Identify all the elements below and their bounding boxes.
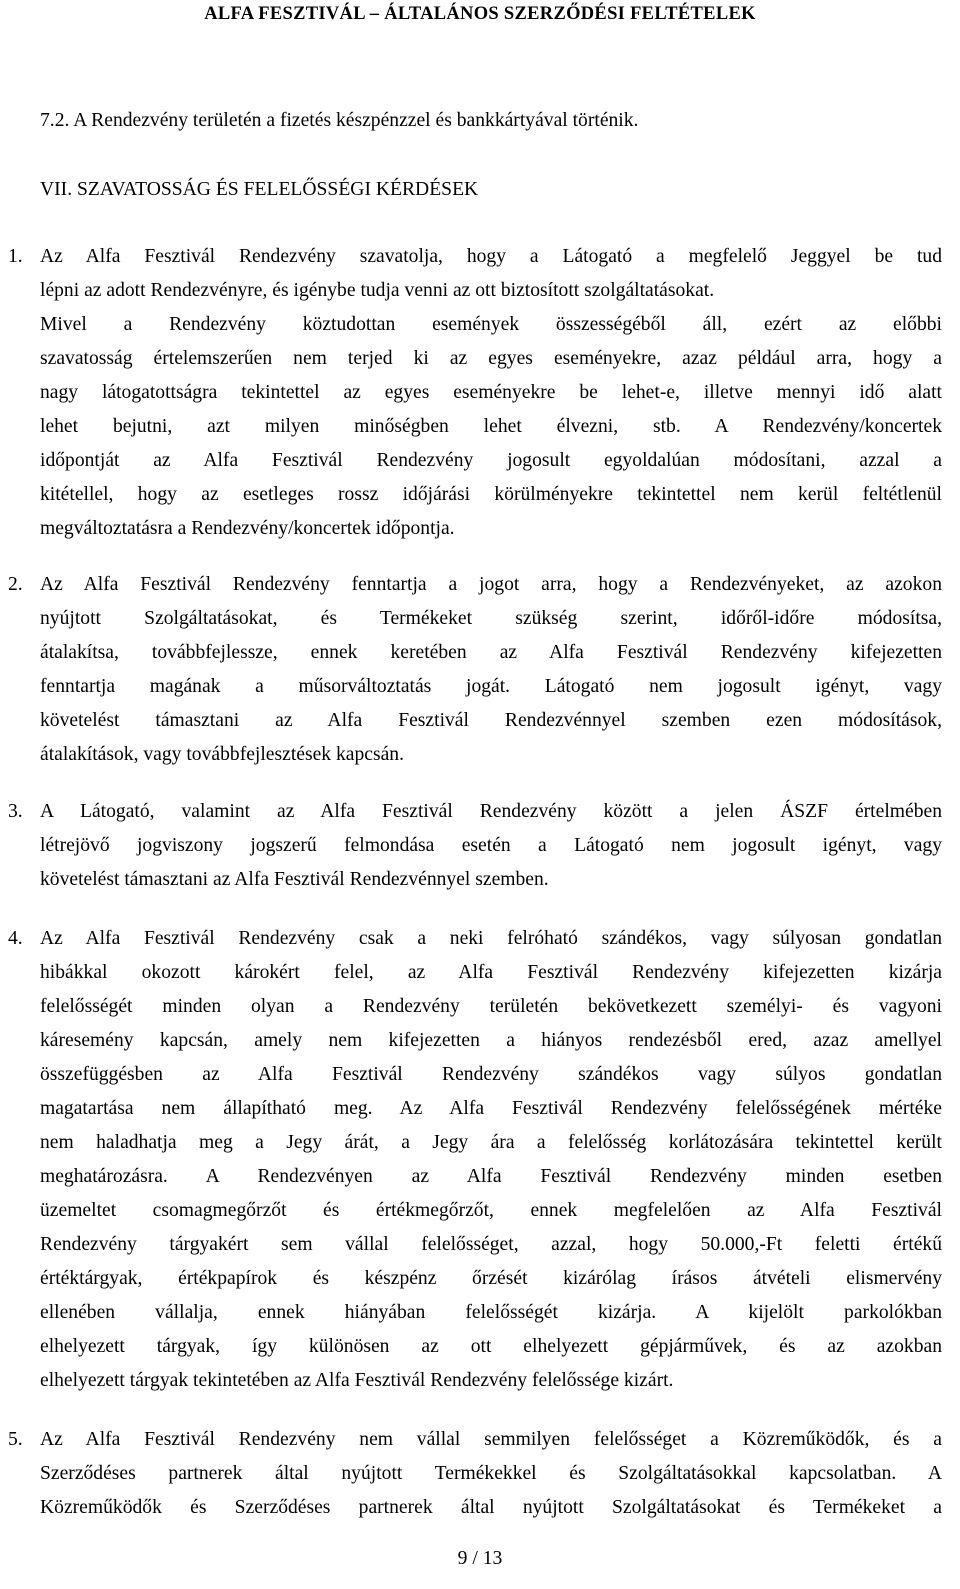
clause-number: 4. bbox=[8, 928, 23, 949]
clause-line: Az Alfa Fesztivál Rendezvény csak a neki felróható szándékos, vagy súlyosan gondatlan bbox=[40, 928, 942, 949]
clause-line: kitétellel, hogy az esetleges rossz időjárási körülményekre tekintettel nem kerül feltétlenül bbox=[40, 484, 942, 505]
clause-line: összefüggésben az Alfa Fesztivál Rendezvény szándékos vagy súlyos gondatlan bbox=[40, 1064, 942, 1085]
clause-line: átalakítsa, továbbfejlessze, ennek keretében az Alfa Fesztivál Rendezvény kifejezetten bbox=[40, 642, 942, 663]
clause-line: káresemény kapcsán, amely nem kifejezetten a hiányos rendezésből ered, azaz amellyel bbox=[40, 1030, 942, 1051]
section-title: VII. SZAVATOSSÁG ÉS FELELŐSSÉGI KÉRDÉSEK bbox=[40, 179, 479, 200]
clause-line: elhelyezett tárgyak tekintetében az Alfa Fesztivál Rendezvény felelőssége kizárt. bbox=[40, 1370, 674, 1391]
clause-line: Az Alfa Fesztivál Rendezvény nem vállal semmilyen felelősséget a Közreműködők, és a bbox=[40, 1429, 942, 1450]
clause-line: szavatosság értelemszerűen nem terjed ki az egyes eseményekre, azaz például arra, hogy a bbox=[40, 348, 942, 369]
clause-line: felelősségét minden olyan a Rendezvény területén bekövetkezett személyi- és vagyoni bbox=[40, 996, 942, 1017]
clause-line: létrejövő jogviszony jogszerű felmondása esetén a Látogató nem jogosult igényt, vagy bbox=[40, 835, 942, 856]
clause-line: Szerződéses partnerek által nyújtott Termékekkel és Szolgáltatásokkal kapcsolatban. A bbox=[40, 1463, 942, 1484]
clause-line: hibákkal okozott károkért felel, az Alfa Fesztivál Rendezvény kifejezetten kizárja bbox=[40, 962, 942, 983]
clause-line: átalakítások, vagy továbbfejlesztések kapcsán. bbox=[40, 744, 404, 765]
clause-line: üzemeltet csomagmegőrzőt és értékmegőrzőt, ennek megfelelően az Alfa Fesztivál bbox=[40, 1200, 942, 1221]
clause-line: meghatározásra. A Rendezvényen az Alfa Fesztivál Rendezvény minden esetben bbox=[40, 1166, 942, 1187]
clause-7-2: 7.2. A Rendezvény területén a fizetés készpénzzel és bankkártyával történik. bbox=[40, 110, 639, 131]
clause-line: Mivel a Rendezvény köztudottan események összességéből áll, ezért az előbbi bbox=[40, 314, 942, 335]
clause-number: 2. bbox=[8, 574, 23, 595]
document-header: ALFA FESZTIVÁL – ÁLTALÁNOS SZERZŐDÉSI FELTÉTELEK bbox=[204, 4, 756, 24]
clause-line: Az Alfa Fesztivál Rendezvény szavatolja, hogy a Látogató a megfelelő Jeggyel be tud bbox=[40, 246, 942, 267]
clause-line: nyújtott Szolgáltatásokat, és Termékeket szükség szerint, időről-időre módosítsa, bbox=[40, 608, 942, 629]
clause-line: értéktárgyak, értékpapírok és készpénz őrzését kizárólag írásos átvételi elismervény bbox=[40, 1268, 942, 1289]
clause-line: Rendezvény tárgyakért sem vállal felelősséget, azzal, hogy 50.000,-Ft feletti értékű bbox=[40, 1234, 942, 1255]
clause-line: Közreműködők és Szerződéses partnerek által nyújtott Szolgáltatásokat és Termékeket a bbox=[40, 1497, 942, 1518]
clause-line: megváltoztatásra a Rendezvény/koncertek időpontja. bbox=[40, 518, 455, 539]
clause-number: 5. bbox=[8, 1429, 23, 1450]
clause-line: időpontját az Alfa Fesztivál Rendezvény jogosult egyoldalúan módosítani, azzal a bbox=[40, 450, 942, 471]
page-number: 9 / 13 bbox=[457, 1548, 503, 1569]
clause-line: nagy látogatottságra tekintettel az egyes eseményekre be lehet-e, illetve mennyi idő alatt bbox=[40, 382, 942, 403]
clause-line: követelést támasztani az Alfa Fesztivál Rendezvénnyel szemben ezen módosítások, bbox=[40, 710, 942, 731]
clause-line: lépni az adott Rendezvényre, és igénybe tudja venni az ott biztosított szolgáltatásokat. bbox=[40, 280, 715, 301]
clause-line: magatartása nem állapítható meg. Az Alfa Fesztivál Rendezvény felelősségének mértéke bbox=[40, 1098, 942, 1119]
clause-number: 1. bbox=[8, 246, 23, 267]
clause-line: Az Alfa Fesztivál Rendezvény fenntartja a jogot arra, hogy a Rendezvényeket, az azokon bbox=[40, 574, 942, 595]
clause-line: követelést támasztani az Alfa Fesztivál Rendezvénnyel szemben. bbox=[40, 869, 549, 890]
clause-line: A Látogató, valamint az Alfa Fesztivál Rendezvény között a jelen ÁSZF értelmében bbox=[40, 801, 942, 822]
clause-number: 3. bbox=[8, 801, 23, 822]
clause-line: nem haladhatja meg a Jegy árát, a Jegy ára a felelősség korlátozására tekintettel került bbox=[40, 1132, 942, 1153]
clause-line: lehet bejutni, azt milyen minőségben lehet élvezni, stb. A Rendezvény/koncertek bbox=[40, 416, 942, 437]
clause-line: elhelyezett tárgyak, így különösen az ott elhelyezett gépjárművek, és az azokban bbox=[40, 1336, 942, 1357]
clause-line: fenntartja magának a műsorváltoztatás jogát. Látogató nem jogosult igényt, vagy bbox=[40, 676, 942, 697]
clause-line: ellenében vállalja, ennek hiányában felelősségét kizárja. A kijelölt parkolókban bbox=[40, 1302, 942, 1323]
